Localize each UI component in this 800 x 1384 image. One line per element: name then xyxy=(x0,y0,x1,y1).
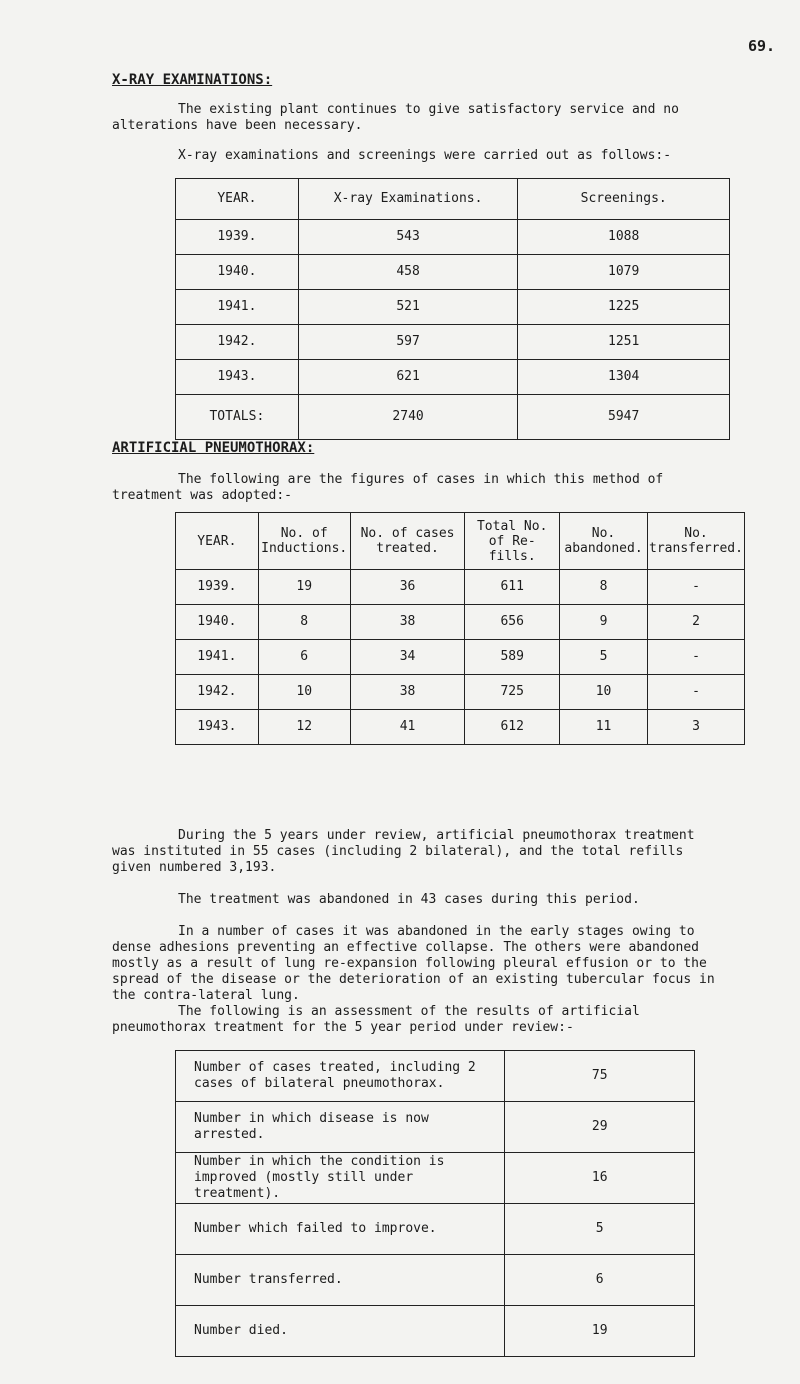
table-cell: 611 xyxy=(465,570,560,605)
column-header: YEAR. xyxy=(176,179,299,220)
table-row xyxy=(176,570,745,605)
result-value: 75 xyxy=(505,1051,695,1102)
result-value: 29 xyxy=(505,1102,695,1153)
table-cell: 1251 xyxy=(518,325,730,360)
page-number: 69. xyxy=(748,37,776,55)
table-cell: 5947 xyxy=(518,395,730,440)
ap-table xyxy=(175,512,745,745)
column-header: No. transferred. xyxy=(647,513,744,570)
table-cell: 1942. xyxy=(176,675,259,710)
result-label: Number in which disease is now arrested. xyxy=(176,1102,505,1153)
column-header: Screenings. xyxy=(518,179,730,220)
table-cell: - xyxy=(647,675,744,710)
table-cell: 521 xyxy=(298,290,518,325)
table-cell: 10 xyxy=(560,675,648,710)
table-row xyxy=(176,360,730,395)
table-cell: 36 xyxy=(350,570,465,605)
result-label: Number in which the condition is improved (mostly still under treatment). xyxy=(176,1153,505,1204)
xray-intro: X-ray examinations and screenings were carried out as follows:- xyxy=(178,148,672,163)
column-header: Total No. of Re-fills. xyxy=(465,513,560,570)
table-cell: 1943. xyxy=(176,360,299,395)
result-label: Number which failed to improve. xyxy=(176,1204,505,1255)
table-row xyxy=(176,1102,695,1153)
table-cell: 19 xyxy=(258,570,350,605)
table-cell: 1225 xyxy=(518,290,730,325)
table-cell: 12 xyxy=(258,710,350,745)
xray-paragraph: The existing plant continues to give satisfactory service and no alterations have been necessary. xyxy=(112,102,679,133)
table-cell: 5 xyxy=(560,640,648,675)
table-cell: 621 xyxy=(298,360,518,395)
table-row xyxy=(176,255,730,290)
table-cell: 34 xyxy=(350,640,465,675)
column-header: YEAR. xyxy=(176,513,259,570)
table-cell: 41 xyxy=(350,710,465,745)
result-label: Number of cases treated, including 2 cases of bilateral pneumothorax. xyxy=(176,1051,505,1102)
table-row xyxy=(176,1255,695,1306)
table-row xyxy=(176,290,730,325)
result-label: Number died. xyxy=(176,1306,505,1357)
result-value: 19 xyxy=(505,1306,695,1357)
result-label: Number transferred. xyxy=(176,1255,505,1306)
table-cell: 10 xyxy=(258,675,350,710)
table-cell: 1941. xyxy=(176,640,259,675)
table-cell: 8 xyxy=(258,605,350,640)
table-row xyxy=(176,1306,695,1357)
column-header: No. of Inductions. xyxy=(258,513,350,570)
table-cell: 1088 xyxy=(518,220,730,255)
table-cell: 2740 xyxy=(298,395,518,440)
table-cell: 1941. xyxy=(176,290,299,325)
table-header-row xyxy=(176,179,730,220)
ap-paragraph-abandoned: The treatment was abandoned in 43 cases during this period. xyxy=(178,892,640,907)
ap-paragraph-assessment: The following is an assessment of the results of artificial pneumothorax treatment for the 5 year period under review:- xyxy=(112,1004,640,1035)
table-cell: - xyxy=(647,570,744,605)
ap-paragraph-reasons: In a number of cases it was abandoned in the early stages owing to dense adhesions preventing an effective collapse. The others were abandoned mostly as a result of lung re-expansion following pleural effusion or to the spread of the disease or the deterioration of an existing tubercular focus in the contra-lateral lung. xyxy=(112,924,715,1003)
table-row xyxy=(176,1204,695,1255)
xray-heading: X-RAY EXAMINATIONS: xyxy=(112,72,273,88)
table-cell: 612 xyxy=(465,710,560,745)
table-cell: 725 xyxy=(465,675,560,710)
table-cell: 656 xyxy=(465,605,560,640)
table-cell: 1304 xyxy=(518,360,730,395)
table-cell: 458 xyxy=(298,255,518,290)
table-row xyxy=(176,640,745,675)
table-cell: 2 xyxy=(647,605,744,640)
table-cell: - xyxy=(647,640,744,675)
table-cell: 543 xyxy=(298,220,518,255)
table-cell: 38 xyxy=(350,605,465,640)
ap-heading: ARTIFICIAL PNEUMOTHORAX: xyxy=(112,440,315,456)
column-header: No. of cases treated. xyxy=(350,513,465,570)
table-cell: 9 xyxy=(560,605,648,640)
column-header: No. abandoned. xyxy=(560,513,648,570)
table-row xyxy=(176,605,745,640)
ap-paragraph-review: During the 5 years under review, artificial pneumothorax treatment was instituted in 55 cases (including 2 bilateral), and the total refills given numbered 3,193. xyxy=(112,828,695,875)
table-row xyxy=(176,675,745,710)
table-cell: 1079 xyxy=(518,255,730,290)
result-value: 16 xyxy=(505,1153,695,1204)
table-cell: 3 xyxy=(647,710,744,745)
table-cell: 589 xyxy=(465,640,560,675)
table-row xyxy=(176,710,745,745)
table-cell: 1939. xyxy=(176,570,259,605)
result-value: 5 xyxy=(505,1204,695,1255)
totals-row xyxy=(176,395,730,440)
table-cell: 597 xyxy=(298,325,518,360)
result-value: 6 xyxy=(505,1255,695,1306)
table-row xyxy=(176,1051,695,1102)
table-cell: 1942. xyxy=(176,325,299,360)
table-cell: TOTALS: xyxy=(176,395,299,440)
table-cell: 8 xyxy=(560,570,648,605)
ap-intro: The following are the figures of cases in which this method of treatment was adopted:- xyxy=(112,472,664,503)
table-cell: 11 xyxy=(560,710,648,745)
table-row xyxy=(176,325,730,360)
table-cell: 1943. xyxy=(176,710,259,745)
column-header: X-ray Examinations. xyxy=(298,179,518,220)
table-cell: 38 xyxy=(350,675,465,710)
results-table xyxy=(175,1050,695,1357)
xray-table xyxy=(175,178,730,440)
table-row xyxy=(176,220,730,255)
table-cell: 1939. xyxy=(176,220,299,255)
table-cell: 1940. xyxy=(176,605,259,640)
table-header-row xyxy=(176,513,745,570)
table-cell: 6 xyxy=(258,640,350,675)
table-cell: 1940. xyxy=(176,255,299,290)
table-row xyxy=(176,1153,695,1204)
